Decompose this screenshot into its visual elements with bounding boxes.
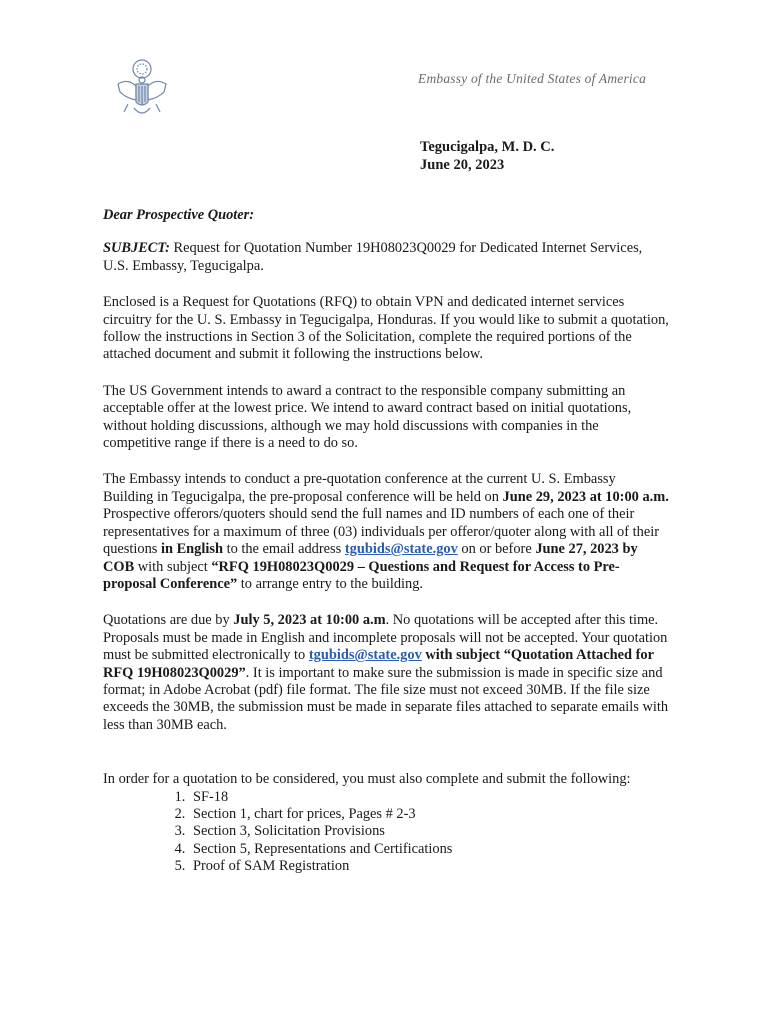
quotation-due-date: July 5, 2023 at 10:00 a.m — [233, 612, 386, 629]
list-item: 4. Section 5, Representations and Certifications — [189, 841, 669, 858]
quotations-text-3: . It is important to make sure the submission is made in specific size and format; in Adobe Acrobat (pdf) file format. The file size must not exceed 30MB. If the file size exceeds the 30MB, the submission must be made in separate files attached to separate emails with less than 30MB each. — [103, 664, 669, 733]
quotations-text-1: Quotations are due by — [103, 612, 234, 629]
letter-body — [103, 207, 669, 876]
conference-email-subject: “RFQ 19H08023Q0029 – Questions and Request for Access to Pre-proposal Conference” — [103, 558, 620, 592]
email-link[interactable]: tgubids@state.gov — [308, 647, 422, 664]
quotations-text-2: . No quotations will be accepted after this time. Proposals must be made in English and incomplete proposals will not be accepted. Your quotation must be submitted electronically to — [103, 612, 668, 664]
conference-text-2: Prospective offerors/quoters should send the full names and ID numbers of each one of their representatives for a maximum of three (03) individuals per offeror/quoter along with all of their questions — [103, 506, 659, 558]
conference-text-5: with subject — [134, 558, 212, 575]
email-link[interactable]: tgubids@state.gov — [344, 541, 458, 558]
list-item: 5. Proof of SAM Registration — [189, 858, 669, 875]
award-paragraph: The US Government intends to award a contract to the responsible company submitting an acceptable offer at the lowest price. We intend to award contract based on initial quotations, without holding discussions, although we may hold discussions with companies in the competitive range if there is a need to do so. — [103, 382, 632, 452]
list-item: 1. SF-18 — [189, 789, 669, 806]
requirements-list — [103, 789, 669, 876]
conference-paragraph — [103, 471, 669, 593]
place-date-block — [420, 138, 554, 174]
requirements-section — [103, 771, 669, 875]
list-item: 3. Section 3, Solicitation Provisions — [189, 823, 669, 840]
subject-text: Request for Quotation Number 19H08023Q0029 for Dedicated Internet Services, U.S. Embassy, Tegucigalpa. — [103, 240, 643, 274]
conference-language: in English — [160, 541, 223, 558]
conference-date: June 29, 2023 at 10:00 a.m. — [502, 488, 669, 505]
subject-label: SUBJECT: — [103, 240, 170, 257]
location: Tegucigalpa, M. D. C. — [420, 139, 555, 155]
conference-text-3: to the email address — [222, 541, 345, 558]
letterhead-title: Embassy of the United States of America — [418, 71, 647, 86]
letter-date: June 20, 2023 — [420, 157, 505, 173]
subject-paragraph — [103, 240, 669, 275]
list-item: 2. Section 1, chart for prices, Pages # 2-3 — [189, 806, 669, 823]
enclosed-paragraph: Enclosed is a Request for Quotations (RFQ) to obtain VPN and dedicated internet services circuitry for the U. S. Embassy in Tegucigalpa, Honduras. If you would like to submit a quotation, follow the instructions in Section 3 of the Solicitation, complete the required portions of the attached document and submit it following the instructions below. — [103, 294, 669, 363]
conference-text-4: on or before — [457, 541, 536, 558]
quotations-paragraph — [103, 612, 669, 734]
conference-text-1: The Embassy intends to conduct a pre-quotation conference at the current U. S. Embassy Building in Tegucigalpa, the pre-proposal conference will be held on — [103, 471, 616, 505]
question-deadline: June 27, 2023 by COB — [103, 541, 638, 575]
requirements-intro: In order for a quotation to be considered, you must also complete and submit the following: — [103, 771, 631, 788]
great-seal-icon — [114, 58, 170, 122]
salutation: Dear Prospective Quoter: — [103, 207, 255, 223]
quotation-email-subject: with subject “Quotation Attached for RFQ 19H08023Q0029” — [103, 647, 654, 681]
conference-text-6: to arrange entry to the building. — [237, 575, 424, 592]
